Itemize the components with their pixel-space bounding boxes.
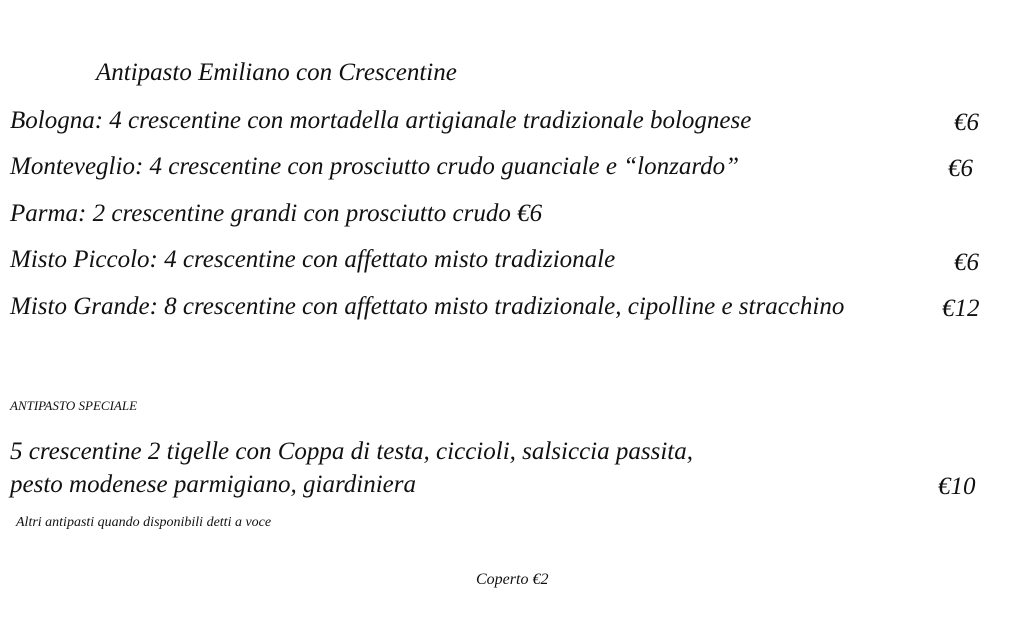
menu-item-bologna-price: €6 bbox=[954, 109, 979, 136]
special-description-line-1: 5 crescentine 2 tigelle con Coppa di testa, ciccioli, salsiccia passita, bbox=[10, 438, 693, 465]
availability-note: Altri antipasti quando disponibili detti a voce bbox=[16, 515, 272, 530]
menu-item-monteveglio: Monteveglio: 4 crescentine con prosciutto crudo guanciale e “lonzardo” bbox=[10, 153, 740, 180]
menu-item-misto-piccolo: Misto Piccolo: 4 crescentine con affettato misto tradizionale bbox=[10, 246, 616, 273]
special-heading: ANTIPASTO SPECIALE bbox=[10, 398, 138, 413]
coperto-charge: Coperto €2 bbox=[476, 571, 549, 588]
special-description-line-2: pesto modenese parmigiano, giardiniera bbox=[10, 471, 416, 498]
menu-item-misto-grande: Misto Grande: 8 crescentine con affettato misto tradizionale, cipolline e stracchino bbox=[10, 293, 845, 320]
menu-item-misto-grande-price: €12 bbox=[942, 295, 980, 322]
menu-item-monteveglio-price: €6 bbox=[948, 155, 973, 182]
section-title: Antipasto Emiliano con Crescentine bbox=[96, 59, 457, 86]
menu-item-parma: Parma: 2 crescentine grandi con prosciutto crudo €6 bbox=[10, 200, 543, 227]
special-price: €10 bbox=[938, 473, 976, 500]
menu-item-misto-piccolo-price: €6 bbox=[954, 249, 979, 276]
menu-item-bologna: Bologna: 4 crescentine con mortadella artigianale tradizionale bolognese bbox=[10, 107, 752, 134]
